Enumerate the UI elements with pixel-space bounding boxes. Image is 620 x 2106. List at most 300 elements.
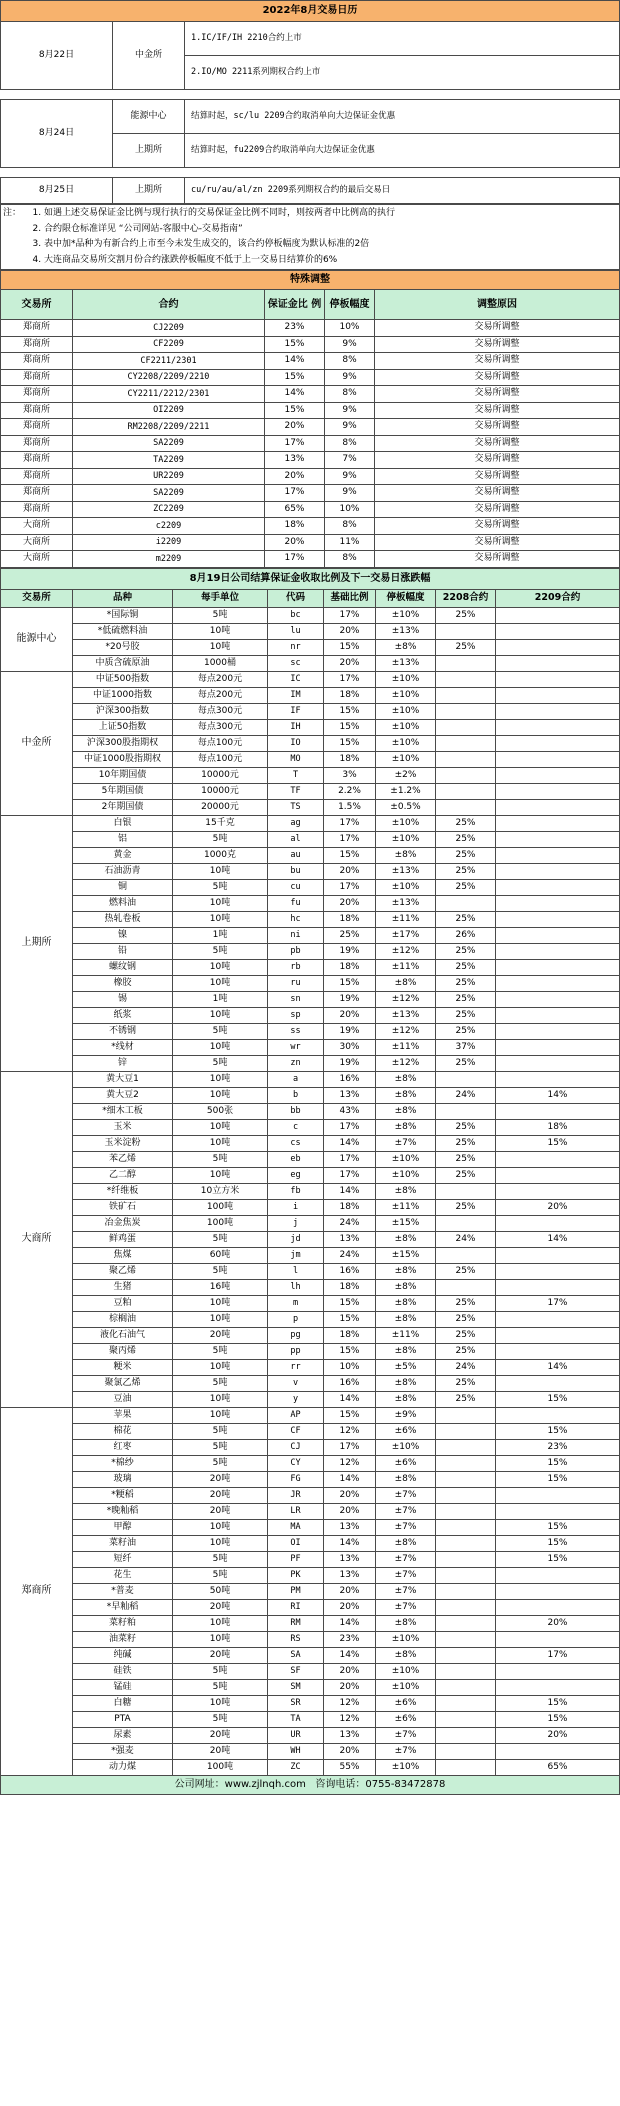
special-exchange: 郑商所 xyxy=(1,435,73,452)
margin-2208: 25% xyxy=(436,1327,496,1343)
price-limit: ±8% xyxy=(376,1311,436,1327)
note-item: 1. 如遇上述交易保证金比例与现行执行的交易保证金比例不同时，则按两者中比例高的执行 xyxy=(32,207,395,218)
margin-2208 xyxy=(436,1183,496,1199)
margin-row xyxy=(1,911,620,927)
margin-row xyxy=(1,1519,620,1535)
margin-row xyxy=(1,1039,620,1055)
special-margin: 15% xyxy=(265,369,325,386)
contract-unit: 10吨 xyxy=(173,1695,268,1711)
product-name: 5年期国债 xyxy=(73,783,173,799)
product-code: j xyxy=(268,1215,324,1231)
calendar-event: 结算时起，sc/lu 2209合约取消单向大边保证金优惠 xyxy=(185,100,620,134)
special-margin: 14% xyxy=(265,386,325,403)
special-row xyxy=(1,386,620,403)
price-limit: ±6% xyxy=(376,1711,436,1727)
base-margin: 19% xyxy=(324,991,376,1007)
special-contract: CF2211/2301 xyxy=(73,353,265,370)
base-margin: 23% xyxy=(324,1631,376,1647)
price-limit: ±8% xyxy=(376,1087,436,1103)
contract-unit: 10吨 xyxy=(173,1391,268,1407)
base-margin: 17% xyxy=(324,831,376,847)
contract-unit: 10000元 xyxy=(173,767,268,783)
margin-2208 xyxy=(436,1071,496,1087)
margin-2208: 24% xyxy=(436,1359,496,1375)
margin-2209 xyxy=(496,687,620,703)
product-name: 中证1000指数 xyxy=(73,687,173,703)
base-margin: 12% xyxy=(324,1423,376,1439)
contract-unit: 10吨 xyxy=(173,895,268,911)
base-margin: 43% xyxy=(324,1103,376,1119)
price-limit: ±8% xyxy=(376,1391,436,1407)
product-name: 沪深300股指期权 xyxy=(73,735,173,751)
margin-2209 xyxy=(496,703,620,719)
product-name: 上证50指数 xyxy=(73,719,173,735)
product-code: pp xyxy=(268,1343,324,1359)
special-exchange: 郑商所 xyxy=(1,452,73,469)
special-exchange: 郑商所 xyxy=(1,485,73,502)
special-adjustment-table xyxy=(0,270,620,568)
special-exchange: 郑商所 xyxy=(1,369,73,386)
price-limit: ±12% xyxy=(376,1023,436,1039)
margin-row xyxy=(1,863,620,879)
margin-2209 xyxy=(496,623,620,639)
product-code: CJ xyxy=(268,1439,324,1455)
special-reason: 交易所调整 xyxy=(375,353,620,370)
margin-row xyxy=(1,1071,620,1087)
base-margin: 14% xyxy=(324,1183,376,1199)
product-name: 豆粕 xyxy=(73,1295,173,1311)
margin-2208 xyxy=(436,1711,496,1727)
margin-2209: 15% xyxy=(496,1711,620,1727)
product-name: 动力煤 xyxy=(73,1759,173,1775)
margin-2209 xyxy=(496,1023,620,1039)
margin-2209 xyxy=(496,863,620,879)
margin-2208: 25% xyxy=(436,815,496,831)
base-margin: 25% xyxy=(324,927,376,943)
special-reason: 交易所调整 xyxy=(375,386,620,403)
margin-2208: 25% xyxy=(436,1311,496,1327)
product-name: 豆油 xyxy=(73,1391,173,1407)
margin-2208 xyxy=(436,767,496,783)
margin-2209 xyxy=(496,959,620,975)
price-limit: ±12% xyxy=(376,991,436,1007)
base-margin: 19% xyxy=(324,943,376,959)
margin-row xyxy=(1,879,620,895)
special-row xyxy=(1,452,620,469)
group-exchange: 上期所 xyxy=(1,815,73,1071)
margin-2209 xyxy=(496,783,620,799)
product-name: 铁矿石 xyxy=(73,1199,173,1215)
base-margin: 10% xyxy=(324,1359,376,1375)
contract-unit: 10吨 xyxy=(173,639,268,655)
product-name: *棉纱 xyxy=(73,1455,173,1471)
special-reason: 交易所调整 xyxy=(375,452,620,469)
price-limit: ±11% xyxy=(376,1199,436,1215)
margin-row xyxy=(1,1583,620,1599)
product-code: pg xyxy=(268,1327,324,1343)
margin-2208 xyxy=(436,799,496,815)
contract-unit: 10吨 xyxy=(173,1119,268,1135)
product-name: 石油沥青 xyxy=(73,863,173,879)
margin-2208 xyxy=(436,1599,496,1615)
special-limit: 7% xyxy=(325,452,375,469)
margin-row xyxy=(1,1055,620,1071)
special-margin: 23% xyxy=(265,320,325,337)
margin-2209 xyxy=(496,927,620,943)
margin-2208 xyxy=(436,1487,496,1503)
product-code: c xyxy=(268,1119,324,1135)
product-name: *普麦 xyxy=(73,1583,173,1599)
contract-unit: 5吨 xyxy=(173,879,268,895)
contract-unit: 10吨 xyxy=(173,1631,268,1647)
contract-unit: 20吨 xyxy=(173,1471,268,1487)
special-limit: 11% xyxy=(325,534,375,551)
contract-unit: 5吨 xyxy=(173,1567,268,1583)
margin-2208 xyxy=(436,1727,496,1743)
margin-2209: 15% xyxy=(496,1391,620,1407)
margin-header-unit: 每手单位 xyxy=(173,589,268,607)
margin-2209: 20% xyxy=(496,1727,620,1743)
margin-2208 xyxy=(436,703,496,719)
special-contract: OI2209 xyxy=(73,402,265,419)
product-name: 铝 xyxy=(73,831,173,847)
special-contract: CJ2209 xyxy=(73,320,265,337)
product-code: IC xyxy=(268,671,324,687)
margin-2209 xyxy=(496,1103,620,1119)
product-code: cu xyxy=(268,879,324,895)
product-code: PK xyxy=(268,1567,324,1583)
price-limit: ±8% xyxy=(376,1263,436,1279)
contract-unit: 每点200元 xyxy=(173,671,268,687)
special-margin: 65% xyxy=(265,501,325,518)
price-limit: ±10% xyxy=(376,687,436,703)
margin-row xyxy=(1,943,620,959)
product-name: 菜籽油 xyxy=(73,1535,173,1551)
contract-unit: 每点200元 xyxy=(173,687,268,703)
price-limit: ±8% xyxy=(376,1071,436,1087)
margin-2208: 25% xyxy=(436,607,496,623)
margin-row xyxy=(1,1359,620,1375)
product-code: m xyxy=(268,1295,324,1311)
base-margin: 18% xyxy=(324,911,376,927)
base-margin: 13% xyxy=(324,1087,376,1103)
product-code: fb xyxy=(268,1183,324,1199)
margin-header-product: 品种 xyxy=(73,589,173,607)
margin-row xyxy=(1,767,620,783)
product-code: i xyxy=(268,1199,324,1215)
product-code: fu xyxy=(268,895,324,911)
price-limit: ±8% xyxy=(376,1103,436,1119)
base-margin: 30% xyxy=(324,1039,376,1055)
calendar-event: 结算时起，fu2209合约取消单向大边保证金优惠 xyxy=(185,134,620,168)
product-name: PTA xyxy=(73,1711,173,1727)
margin-row xyxy=(1,1567,620,1583)
margin-2208: 26% xyxy=(436,927,496,943)
special-reason: 交易所调整 xyxy=(375,369,620,386)
special-exchange: 郑商所 xyxy=(1,353,73,370)
margin-2209 xyxy=(496,1007,620,1023)
price-limit: ±10% xyxy=(376,1663,436,1679)
margin-header-exchange: 交易所 xyxy=(1,589,73,607)
price-limit: ±17% xyxy=(376,927,436,943)
margin-row xyxy=(1,975,620,991)
calendar-exchange: 能源中心 xyxy=(113,100,185,134)
product-name: 玻璃 xyxy=(73,1471,173,1487)
margin-2208: 24% xyxy=(436,1231,496,1247)
margin-2208: 24% xyxy=(436,1087,496,1103)
calendar-title: 2022年8月交易日历 xyxy=(1,1,620,22)
calendar-event: cu/ru/au/al/zn 2209系列期权合约的最后交易日 xyxy=(185,178,620,204)
margin-2208 xyxy=(436,1455,496,1471)
price-limit: ±10% xyxy=(376,1167,436,1183)
product-code: RI xyxy=(268,1599,324,1615)
product-name: 聚丙烯 xyxy=(73,1343,173,1359)
margin-header-limit: 停板幅度 xyxy=(376,589,436,607)
margin-2208: 25% xyxy=(436,879,496,895)
contract-unit: 10吨 xyxy=(173,1087,268,1103)
margin-header-base: 基础比例 xyxy=(324,589,376,607)
base-margin: 24% xyxy=(324,1247,376,1263)
margin-2208: 25% xyxy=(436,1151,496,1167)
price-limit: ±10% xyxy=(376,751,436,767)
margin-2208: 25% xyxy=(436,639,496,655)
base-margin: 18% xyxy=(324,1327,376,1343)
contract-unit: 16吨 xyxy=(173,1279,268,1295)
base-margin: 14% xyxy=(324,1135,376,1151)
special-margin: 13% xyxy=(265,452,325,469)
calendar-date: 8月22日 xyxy=(1,22,113,90)
special-reason: 交易所调整 xyxy=(375,419,620,436)
margin-2209 xyxy=(496,1247,620,1263)
product-name: 纯碱 xyxy=(73,1647,173,1663)
base-margin: 13% xyxy=(324,1567,376,1583)
product-code: IF xyxy=(268,703,324,719)
price-limit: ±7% xyxy=(376,1727,436,1743)
margin-2208: 25% xyxy=(436,959,496,975)
contract-unit: 15千克 xyxy=(173,815,268,831)
product-name: 纸浆 xyxy=(73,1007,173,1023)
base-margin: 13% xyxy=(324,1519,376,1535)
product-name: 白糖 xyxy=(73,1695,173,1711)
note-item: 4. 大连商品交易所交割月份合约涨跌停板幅度不低于上一交易日结算价的6% xyxy=(32,255,338,266)
product-code: rb xyxy=(268,959,324,975)
price-limit: ±8% xyxy=(376,1295,436,1311)
margin-2208 xyxy=(436,1423,496,1439)
contract-unit: 10吨 xyxy=(173,1311,268,1327)
margin-2208 xyxy=(436,1503,496,1519)
footer-phone: 0755-83472878 xyxy=(365,1778,446,1790)
contract-unit: 100吨 xyxy=(173,1199,268,1215)
price-limit: ±10% xyxy=(376,879,436,895)
special-row xyxy=(1,353,620,370)
price-limit: ±6% xyxy=(376,1423,436,1439)
product-name: 锌 xyxy=(73,1055,173,1071)
contract-unit: 100吨 xyxy=(173,1215,268,1231)
margin-2209: 14% xyxy=(496,1359,620,1375)
special-reason: 交易所调整 xyxy=(375,336,620,353)
margin-2208: 25% xyxy=(436,1167,496,1183)
special-exchange: 大商所 xyxy=(1,518,73,535)
special-contract: SA2209 xyxy=(73,485,265,502)
base-margin: 17% xyxy=(324,671,376,687)
notes-box xyxy=(0,204,620,270)
product-name: 苹果 xyxy=(73,1407,173,1423)
margin-2209 xyxy=(496,1039,620,1055)
price-limit: ±10% xyxy=(376,735,436,751)
product-code: rr xyxy=(268,1359,324,1375)
margin-2208 xyxy=(436,1103,496,1119)
product-name: 尿素 xyxy=(73,1727,173,1743)
margin-2209 xyxy=(496,655,620,671)
base-margin: 20% xyxy=(324,1743,376,1759)
product-name: 黄金 xyxy=(73,847,173,863)
margin-row xyxy=(1,1631,620,1647)
margin-2209 xyxy=(496,1679,620,1695)
special-limit: 9% xyxy=(325,419,375,436)
product-name: *早籼稻 xyxy=(73,1599,173,1615)
base-margin: 18% xyxy=(324,959,376,975)
margin-title: 8月19日公司结算保证金收取比例及下一交易日涨跌幅 xyxy=(1,568,620,589)
product-name: 中证1000股指期权 xyxy=(73,751,173,767)
footer-website[interactable]: www.zjlnqh.com xyxy=(224,1778,306,1790)
base-margin: 15% xyxy=(324,847,376,863)
base-margin: 15% xyxy=(324,1311,376,1327)
special-contract: i2209 xyxy=(73,534,265,551)
special-exchange: 郑商所 xyxy=(1,320,73,337)
margin-2208 xyxy=(436,1279,496,1295)
contract-unit: 10吨 xyxy=(173,1519,268,1535)
product-code: sp xyxy=(268,1007,324,1023)
price-limit: ±13% xyxy=(376,863,436,879)
margin-2209 xyxy=(496,1487,620,1503)
price-limit: ±8% xyxy=(376,1615,436,1631)
special-reason: 交易所调整 xyxy=(375,402,620,419)
margin-row xyxy=(1,639,620,655)
note-item: 3. 表中加*品种为有新合约上市至今未发生成交的，该合约停板幅度为默认标准的2倍 xyxy=(32,239,370,250)
margin-2209 xyxy=(496,1567,620,1583)
product-code: TA xyxy=(268,1711,324,1727)
contract-unit: 10吨 xyxy=(173,911,268,927)
contract-unit: 1000桶 xyxy=(173,655,268,671)
base-margin: 12% xyxy=(324,1455,376,1471)
price-limit: ±10% xyxy=(376,607,436,623)
special-header-reason: 调整原因 xyxy=(375,290,620,320)
margin-2208 xyxy=(436,783,496,799)
base-margin: 20% xyxy=(324,895,376,911)
product-name: 铅 xyxy=(73,943,173,959)
price-limit: ±10% xyxy=(376,703,436,719)
product-code: lh xyxy=(268,1279,324,1295)
special-row xyxy=(1,320,620,337)
contract-unit: 10吨 xyxy=(173,1135,268,1151)
margin-2209 xyxy=(496,911,620,927)
base-margin: 13% xyxy=(324,1551,376,1567)
contract-unit: 5吨 xyxy=(173,1423,268,1439)
product-code: LR xyxy=(268,1503,324,1519)
special-margin: 14% xyxy=(265,353,325,370)
special-contract: CF2209 xyxy=(73,336,265,353)
price-limit: ±5% xyxy=(376,1359,436,1375)
base-margin: 19% xyxy=(324,1055,376,1071)
product-code: CF xyxy=(268,1423,324,1439)
product-code: nr xyxy=(268,639,324,655)
special-header-limit: 停板幅度 xyxy=(325,290,375,320)
special-margin: 15% xyxy=(265,402,325,419)
product-code: IO xyxy=(268,735,324,751)
product-code: AP xyxy=(268,1407,324,1423)
product-name: 铜 xyxy=(73,879,173,895)
price-limit: ±1.2% xyxy=(376,783,436,799)
contract-unit: 10吨 xyxy=(173,1535,268,1551)
contract-unit: 5吨 xyxy=(173,1055,268,1071)
price-limit: ±10% xyxy=(376,1679,436,1695)
price-limit: ±8% xyxy=(376,847,436,863)
base-margin: 14% xyxy=(324,1535,376,1551)
price-limit: ±7% xyxy=(376,1503,436,1519)
margin-row xyxy=(1,1535,620,1551)
price-limit: ±8% xyxy=(376,1647,436,1663)
base-margin: 16% xyxy=(324,1263,376,1279)
contract-unit: 20吨 xyxy=(173,1327,268,1343)
margin-2208 xyxy=(436,1647,496,1663)
base-margin: 18% xyxy=(324,1199,376,1215)
margin-row xyxy=(1,655,620,671)
base-margin: 3% xyxy=(324,767,376,783)
contract-unit: 10吨 xyxy=(173,975,268,991)
margin-2208 xyxy=(436,1407,496,1423)
margin-2208: 25% xyxy=(436,975,496,991)
contract-unit: 10吨 xyxy=(173,1615,268,1631)
margin-row xyxy=(1,1391,620,1407)
product-name: 液化石油气 xyxy=(73,1327,173,1343)
base-margin: 20% xyxy=(324,1007,376,1023)
special-margin: 20% xyxy=(265,419,325,436)
product-name: 冶金焦炭 xyxy=(73,1215,173,1231)
product-code: T xyxy=(268,767,324,783)
margin-row xyxy=(1,671,620,687)
base-margin: 17% xyxy=(324,1151,376,1167)
product-code: sc xyxy=(268,655,324,671)
product-code: OI xyxy=(268,1535,324,1551)
base-margin: 20% xyxy=(324,1663,376,1679)
margin-2209: 15% xyxy=(496,1695,620,1711)
special-limit: 8% xyxy=(325,435,375,452)
base-margin: 17% xyxy=(324,879,376,895)
price-limit: ±10% xyxy=(376,831,436,847)
special-contract: RM2208/2209/2211 xyxy=(73,419,265,436)
margin-2209 xyxy=(496,1151,620,1167)
price-limit: ±8% xyxy=(376,1471,436,1487)
base-margin: 20% xyxy=(324,623,376,639)
product-name: 油菜籽 xyxy=(73,1631,173,1647)
price-limit: ±8% xyxy=(376,1535,436,1551)
contract-unit: 5吨 xyxy=(173,1343,268,1359)
group-exchange: 大商所 xyxy=(1,1071,73,1407)
calendar-event: 1.IC/IF/IH 2210合约上市 xyxy=(185,22,620,56)
product-name: 热轧卷板 xyxy=(73,911,173,927)
base-margin: 14% xyxy=(324,1615,376,1631)
contract-unit: 20吨 xyxy=(173,1647,268,1663)
product-name: 螺纹钢 xyxy=(73,959,173,975)
product-code: TS xyxy=(268,799,324,815)
margin-2209: 15% xyxy=(496,1471,620,1487)
contract-unit: 20吨 xyxy=(173,1727,268,1743)
margin-row xyxy=(1,1375,620,1391)
margin-2209 xyxy=(496,943,620,959)
special-contract: CY2211/2212/2301 xyxy=(73,386,265,403)
margin-row xyxy=(1,1711,620,1727)
product-name: 棉花 xyxy=(73,1423,173,1439)
